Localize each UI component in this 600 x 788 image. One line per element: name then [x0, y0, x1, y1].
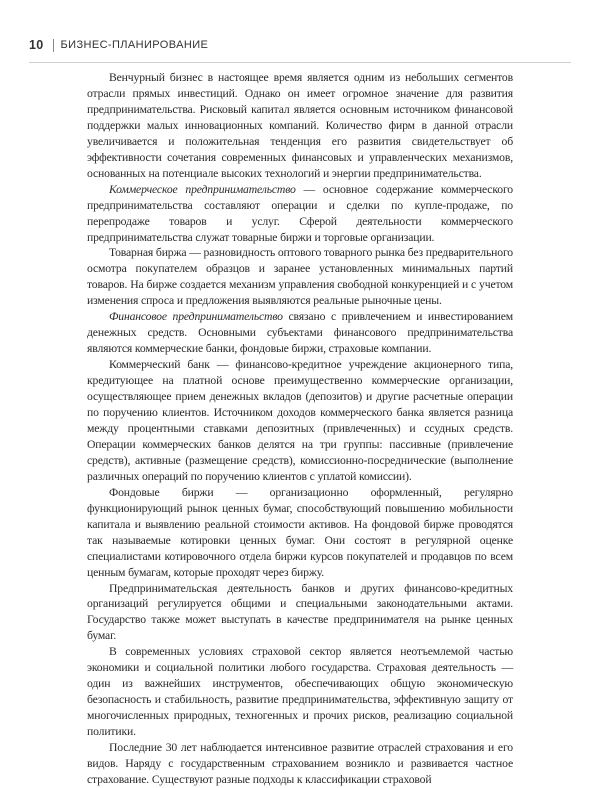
paragraph: Предпринимательская деятельность банков и других финансово-кредитных организаций регулируется общими и специальными законодательными актами. Государство также может выступать в качестве предпринимателя на рынке ценных бумаг. [87, 581, 513, 643]
paragraph: Коммерческий банк — финансово-кредитное учреждение акционерного типа, кредитующее на платной основе преимущественно коммерческие организации, осуществляющее прием денежных вкладов (депозитов) и другие расчетные операции по поручению клиентов. Источником доходов коммерческого банка является разница между процентными ставками депозитных (привлеченных) и ссудных средств. Операции коммерческих банков делятся на три группы: пассивные (привлечение средств), активные (размещение средств), комиссионно-посреднические (выполнение различных операций по поручению клиентов с уплатой комиссии). [87, 358, 513, 483]
paragraph: Финансовое предпринимательство связано с привлечением и инвестированием денежных средств. Основными субъектами финансового предпринимательства являются коммерческие банки, фондовые биржи, страховые компании. [87, 310, 513, 356]
running-title: БИЗНЕС-ПЛАНИРОВАНИЕ [60, 39, 209, 51]
paragraph: Товарная биржа — разновидность оптового товарного рынка без предварительного осмотра покупателем образцов и заранее установленных минимальных партий товаров. На бирже создается механизм управления свободной конкуренцией и с учетом изменения спроса и предложения выявляются реальные рыночные цены. [87, 246, 513, 308]
header-rule [29, 62, 571, 63]
body-text [87, 70, 513, 788]
paragraph: Коммерческое предпринимательство — основное содержание коммерческого предпринимательства составляют операции и сделки по купле-продаже, по перепродаже товаров и услуг. Сферой деятельности коммерческого предпринимательства служат товарные биржи и торговые организации. [87, 182, 514, 244]
header-separator [53, 39, 54, 52]
page-number: 10 [29, 38, 44, 52]
page-header [29, 38, 208, 52]
term: Коммерческое предпринимательство [109, 182, 296, 196]
paragraph: Венчурный бизнес в настоящее время является одним из небольших сегментов отрасли прямых инвестиций. Однако он имеет огромное значение для развития предпринимательства. Рисковый капитал является основным источником финансовой поддержки малых инновационных компаний. Количество фирм в данной отрасли увеличивается и положительная тенденция его развития свидетельствует об эффективности сочетания современных финансовых и управленческих механизмов, основанных на потенциале высоких технологий и энергии предпринимательства. [87, 71, 513, 180]
paragraph: Фондовые биржи — организационно оформленный, регулярно функционирующий рынок ценных бумаг, способствующий повышению мобильности капитала и выявлению реальной стоимости активов. На фондовой бирже проводятся так называемые котировки ценных бумаг. Они состоят в регулярной оценке специалистами котировочного отдела биржи курсов покупателей и продавцов по всем ценным бумагам, которые проходят через биржу. [87, 485, 513, 579]
paragraph: В современных условиях страховой сектор является неотъемлемой частью экономики и социальной политики любого государства. Страховая деятельность — один из важнейших инструментов, обеспечивающих общую экономическую безопасность и стабильность, развитие предпринимательства, эффективную защиту от многочисленных природных, техногенных и прочих рисков, реализацию социальной политики. [87, 645, 513, 739]
paragraph: Последние 30 лет наблюдается интенсивное развитие отраслей страхования и его видов. Наряду с государственным страхованием возникло и развивается частное страхование. Существуют разные подходы к классификации страховой [87, 741, 513, 786]
term: Финансовое предпринимательство [109, 310, 283, 324]
